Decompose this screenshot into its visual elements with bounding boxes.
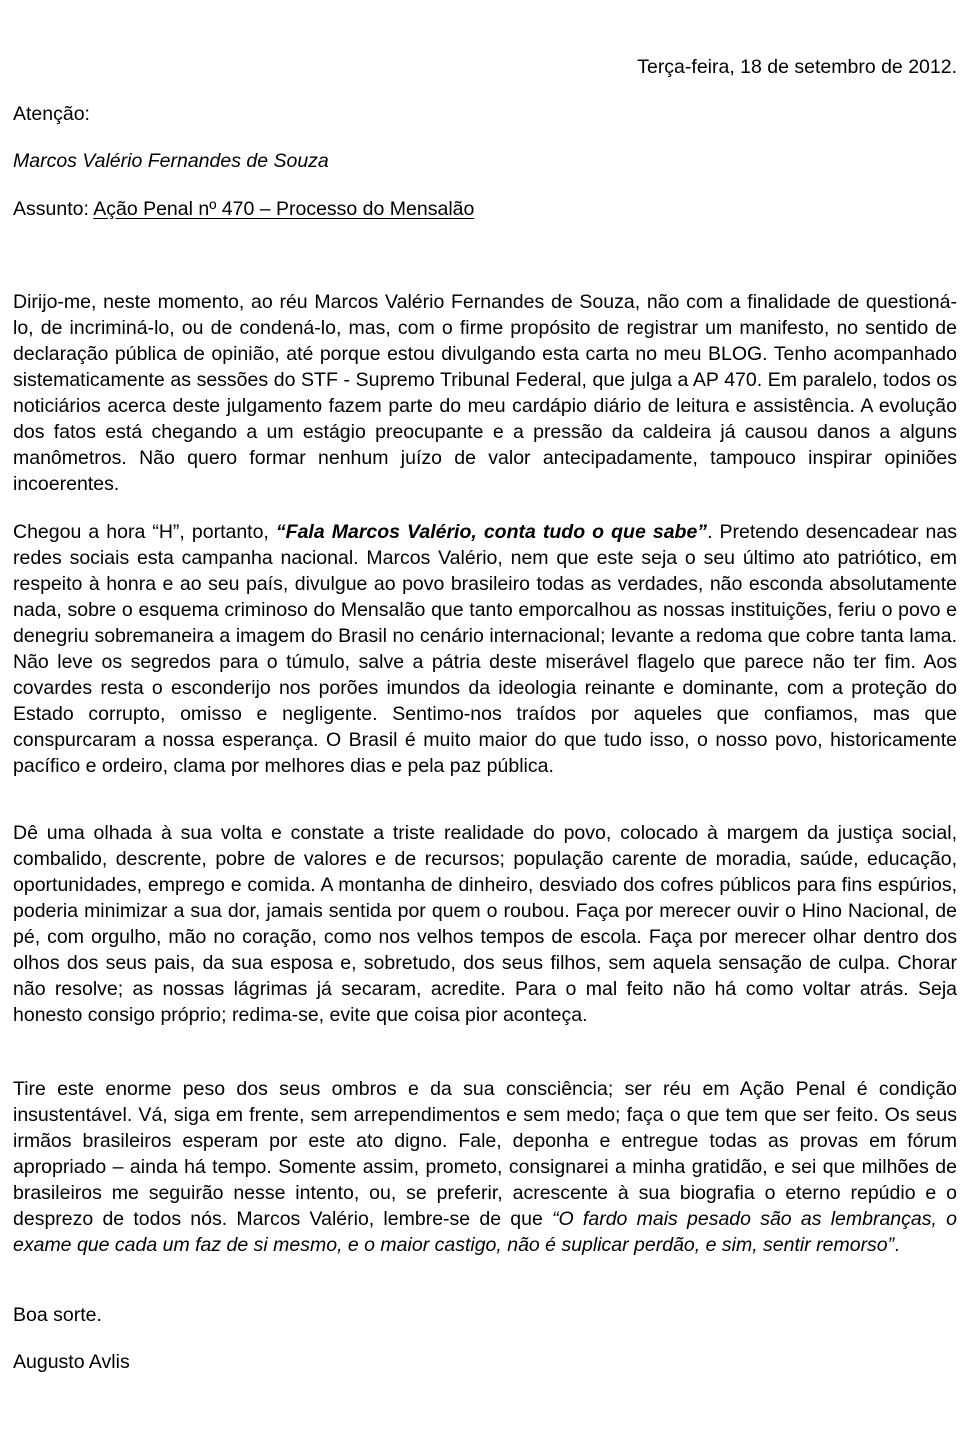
- closing-quote: “O fardo mais pesado são as lembranças, o exame que cada um faz de si mesmo, e o maior castigo, não é suplicar perdão, e sim, sentir remorso”: [13, 1208, 957, 1256]
- subject-value: Ação Penal nº 470 – Processo do Mensalão: [93, 198, 475, 220]
- subject-line: [13, 196, 957, 222]
- paragraph-1: Dirijo-me, neste momento, ao réu Marcos Valério Fernandes de Souza, não com a finalidade de questioná-lo, de incriminá-lo, ou de condená-lo, mas, com o firme propósito de registrar um manifesto, no sentido de declaração pública de opinião, até porque estou divulgando esta carta no meu BLOG. Tenho acompanhado sistematicamente as sessões do STF - Supremo Tribunal Federal, que julga a AP 470. Em paralelo, todos os noticiários acerca deste julgamento fazem parte do meu cardápio diário de leitura e assistência. A evolução dos fatos está chegando a um estágio preocupante e a pressão da caldeira já causou danos a alguns manômetros. Não quero formar nenhum juízo de valor antecipadamente, tampouco inspirar opiniões incoerentes.: [13, 291, 957, 495]
- paragraph-2-body: . Pretendo desencadear nas redes sociais esta campanha nacional. Marcos Valério, nem que este seja o seu último ato patriótico, em respeito à honra e ao seu país, divulgue ao povo brasileiro todas as verdades, não esconda absolutamente nada, sobre o esquema criminoso do Mensalão que tanto emporcalhou as nossas instituições, feriu o povo e denegriu sobremaneira a imagem do Brasil no cenário internacional; levante a redoma que cobre tanta lama. Não leve os segredos para o túmulo, salve a pátria deste miserável flagelo que parece não ter fim. Aos covardes resta o esconderijo nos porões imundos da ideologia reinante e dominante, com a proteção do Estado corrupto, omisso e negligente. Sentimo-nos traídos por aqueles que confiamos, mas que conspurcaram a nossa esperança. O Brasil é muito maior do que tudo isso, o nosso povo, historicamente pacífico e ordeiro, clama por melhores dias e pela paz pública.: [13, 521, 957, 777]
- campaign-slogan: “Fala Marcos Valério, conta tudo o que sabe”: [275, 521, 708, 543]
- closing-salutation: Boa sorte.: [13, 1304, 102, 1326]
- paragraph-2-intro: Chegou a hora “H”, portanto,: [13, 521, 276, 543]
- paragraph-3: Dê uma olhada à sua volta e constate a triste realidade do povo, colocado à margem da justiça social, combalido, descrente, pobre de valores e de recursos; população carente de moradia, saúde, educação, oportunidades, emprego e comida. A montanha de dinheiro, desviado dos cofres públicos para fins espúrios, poderia minimizar a sua dor, jamais sentida por quem o roubou. Faça por merecer ouvir o Hino Nacional, de pé, com orgulho, mão no coração, como nos velhos tempos de escola. Faça por merecer olhar dentro dos olhos dos seus pais, da sua esposa e, sobretudo, dos seus filhos, sem aquela sensação de culpa. Chorar não resolve; as nossas lágrimas já secaram, acredite. Para o mal feito não há como voltar atrás. Seja honesto consigo próprio; redima-se, evite que coisa pior aconteça.: [13, 822, 957, 1026]
- recipient-name: Marcos Valério Fernandes de Souza: [13, 150, 329, 172]
- subject-label: Assunto:: [13, 198, 94, 220]
- paragraph-4: [13, 1076, 957, 1258]
- paragraph-4-body: Tire este enorme peso dos seus ombros e da sua consciência; ser réu em Ação Penal é condição insustentável. Vá, siga em frente, sem arrependimentos e sem medo; faça o que tem que ser feito. Os seus irmãos brasileiros esperam por este ato digno. Fale, deponha e entregue todas as provas em fórum apropriado – ainda há tempo. Somente assim, prometo, consignarei a minha gratidão, e sei que milhões de brasileiros me seguirão nesse intento, ou, se preferir, acrescente à sua biografia o eterno repúdio e o desprezo de todos nós. Marcos Valério, lembre-se de que: [13, 1078, 957, 1230]
- letter-date: Terça-feira, 18 de setembro de 2012.: [637, 56, 957, 78]
- paragraph-2: [13, 519, 957, 779]
- attention-label: Atenção:: [13, 103, 90, 125]
- paragraph-4-end: .: [894, 1234, 900, 1256]
- signature: Augusto Avlis: [13, 1351, 130, 1373]
